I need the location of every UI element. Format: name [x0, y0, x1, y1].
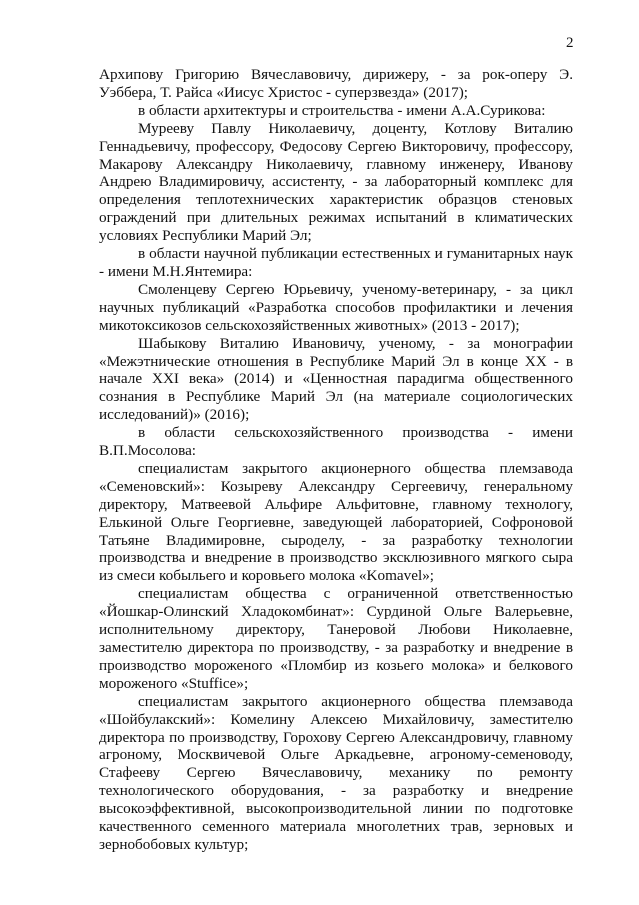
- paragraph-10: специалистам закрытого акционерного общества племзавода «Шойбулакский»: Комелину Алексею Михайловичу, заместителю директора по производству, Горохову Сергею Александровичу, главному агроному, Москвичевой Ольге Аркадьевне, агроному-семеноводу, Стафееву Сергею Вячеславовичу, механику по ремонту технологического оборудования, - за разработку и внедрение высокоэффективной, высокопроизводительной линии по подготовке качественного семенного материала многолетних трав, зерновых и зернобобовых культур;: [99, 692, 573, 853]
- paragraph-3: Муреeву Павлу Николаевичу, доценту, Котлову Виталию Геннадьевичу, профессору, Федосову Сергею Викторовичу, профессору, Макарову Александру Николаевичу, главному инженеру, Иванову Андрею Владимировичу, ассистенту, - за лабораторный комплекс для определения теплотехнических характеристик образцов стеновых ограждений при длительных режимах испытаний в климатических условиях Республики Марий Эл;: [99, 119, 573, 245]
- document-body: [99, 66, 573, 854]
- paragraph-1: Архипову Григорию Вячеславовичу, дирижеру, - за рок-оперу Э. Уэббера, Т. Райса «Иисус Христос - суперзвезда» (2017);: [99, 66, 573, 101]
- paragraph-8: специалистам закрытого акционерного общества племзавода «Семеновский»: Козыреву Александру Сергеевичу, генеральному директору, Матвеевой Альфире Альфитовне, главному технологу, Елькиной Ольге Георгиевне, заведующей лабораторией, Софроновой Татьяне Владимировне, сыроделу, - за разработку технологии производства и внедрение в производство эксклюзивного мягкого сыра из смеси кобыльего и коровьего молока «Komavel»;: [99, 459, 573, 585]
- paragraph-5: Смоленцеву Сергею Юрьевичу, ученому-ветеринару, - за цикл научных публикаций «Разработка способов профилактики и лечения микотоксикозов сельскохозяйственных животных» (2013 - 2017);: [99, 280, 573, 334]
- page-number: 2: [566, 35, 574, 51]
- paragraph-7: в области сельскохозяйственного производства - имени В.П.Мосолова:: [99, 424, 573, 460]
- paragraph-2: в области архитектуры и строительства - имени А.А.Сурикова:: [138, 101, 546, 119]
- paragraph-9: специалистам общества с ограниченной ответственностью «Йошкар-Олинский Хладокомбинат»: Сурдиной Ольге Валерьевне, исполнительному директору, Танеровой Любови Николаевне, заместителю директора по производству, - за разработку и внедрение в производство мороженого «Пломбир из козьего молока» и белкового мороженого «Stuffice»;: [99, 585, 573, 692]
- paragraph-4: в области научной публикации естественных и гуманитарных наук - имени М.Н.Янтемира:: [99, 245, 573, 280]
- paragraph-6: Шабыкову Виталию Ивановичу, ученому, - за монографии «Межэтнические отношения в Республике Марий Эл в конце XX - в начале XXI века» (2014) и «Ценностная парадигма общественного сознания в Республике Марий Эл (на материале социологических исследований)» (2016);: [99, 334, 573, 424]
